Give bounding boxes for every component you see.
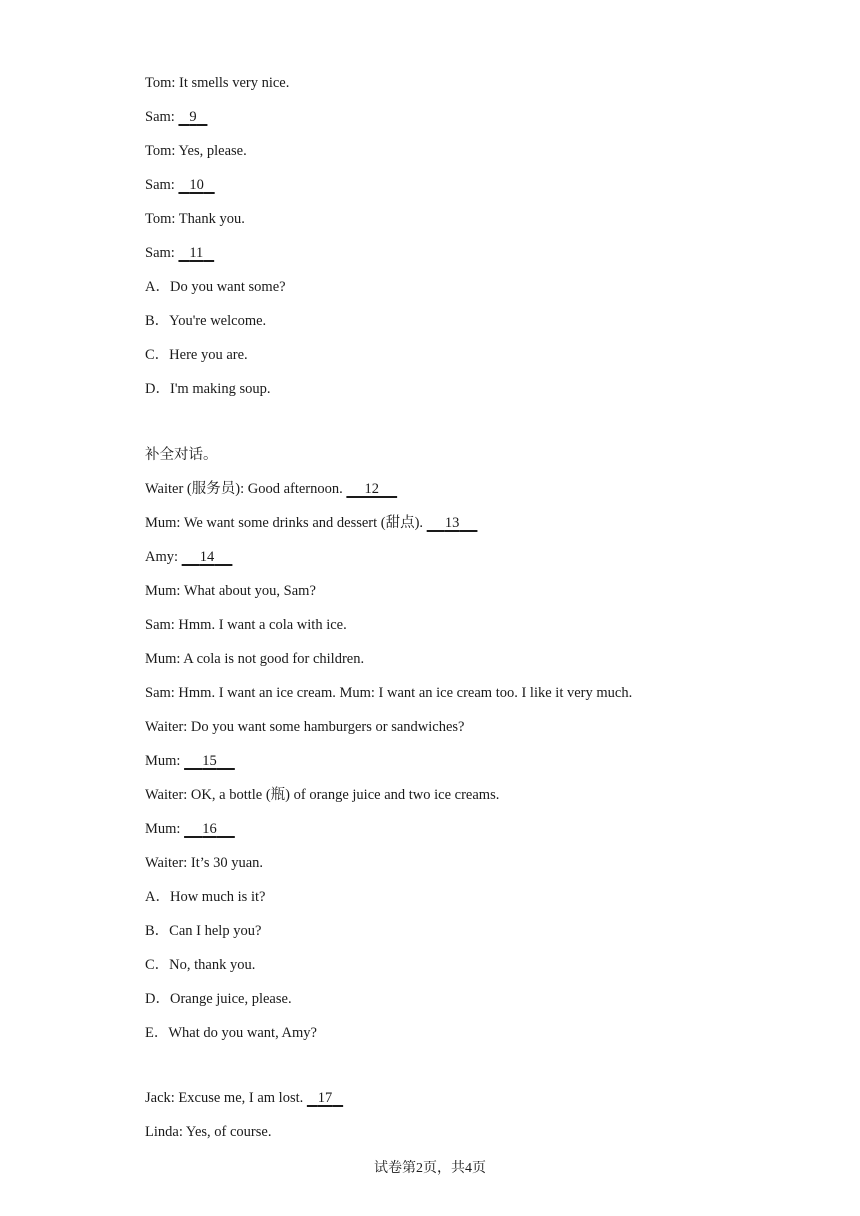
section-instruction: 补全对话。 <box>145 447 218 463</box>
option-item: B．You're welcome. <box>145 313 267 329</box>
dialogue-line: Tom: Yes, please. <box>145 143 247 159</box>
dialogue-line: Mum: 15 <box>145 752 235 770</box>
dialogue-line: Tom: It smells very nice. <box>145 75 290 91</box>
dialogue-line: Waiter: It’s 30 yuan. <box>145 855 264 871</box>
page-footer: 试卷第2页，共4页 <box>374 1161 486 1176</box>
option-item: D．I'm making soup. <box>145 381 271 397</box>
option-item: D．Orange juice, please. <box>145 991 292 1007</box>
option-item: E．What do you want, Amy? <box>145 1025 317 1041</box>
answer-blank: 14 <box>199 549 215 565</box>
dialogue-line: Sam: 10 <box>145 176 215 194</box>
dialogue-line: Mum: 16 <box>145 820 235 838</box>
dialogue-line: Waiter: OK, a bottle (瓶) of orange juice and two ice creams. <box>145 787 500 803</box>
dialogue-line: Mum: We want some drinks and dessert (甜点). 13 <box>145 514 477 532</box>
dialogue-line: Tom: Thank you. <box>145 211 245 227</box>
answer-blank: 17 <box>317 1090 333 1106</box>
dialogue-line: Sam: Hmm. I want a cola with ice. <box>145 617 347 633</box>
answer-blank: 12 <box>364 481 379 497</box>
dialogue-line: Sam: 9 <box>145 108 207 126</box>
dialogue-line: Mum: A cola is not good for children. <box>145 651 365 667</box>
dialogue-line: Linda: Yes, of course. <box>145 1124 272 1140</box>
answer-blank: 9 <box>189 109 197 125</box>
option-item: C．No, thank you. <box>145 957 256 973</box>
dialogue-line: Sam: 11 <box>145 244 214 262</box>
option-item: B．Can I help you? <box>145 923 262 939</box>
answer-blank: 13 <box>444 515 460 531</box>
option-item: A．Do you want some? <box>145 279 286 295</box>
answer-blank: 10 <box>189 177 204 193</box>
dialogue-line: Waiter: Do you want some hamburgers or sandwiches? <box>145 719 465 735</box>
dialogue-line: Jack: Excuse me, I am lost. 17 <box>145 1089 343 1107</box>
answer-blank: 16 <box>202 821 217 837</box>
dialogue-line: Mum: What about you, Sam? <box>145 583 316 599</box>
option-item: A．How much is it? <box>145 889 266 905</box>
dialogue-line: Sam: Hmm. I want an ice cream. Mum: I want an ice cream too. I like it very much. <box>145 685 633 701</box>
dialogue-line: Waiter (服务员): Good afternoon. 12 <box>145 480 397 498</box>
answer-blank: 11 <box>189 245 204 261</box>
option-item: C．Here you are. <box>145 347 248 363</box>
dialogue-line: Amy: 14 <box>145 548 232 566</box>
answer-blank: 15 <box>202 753 217 769</box>
